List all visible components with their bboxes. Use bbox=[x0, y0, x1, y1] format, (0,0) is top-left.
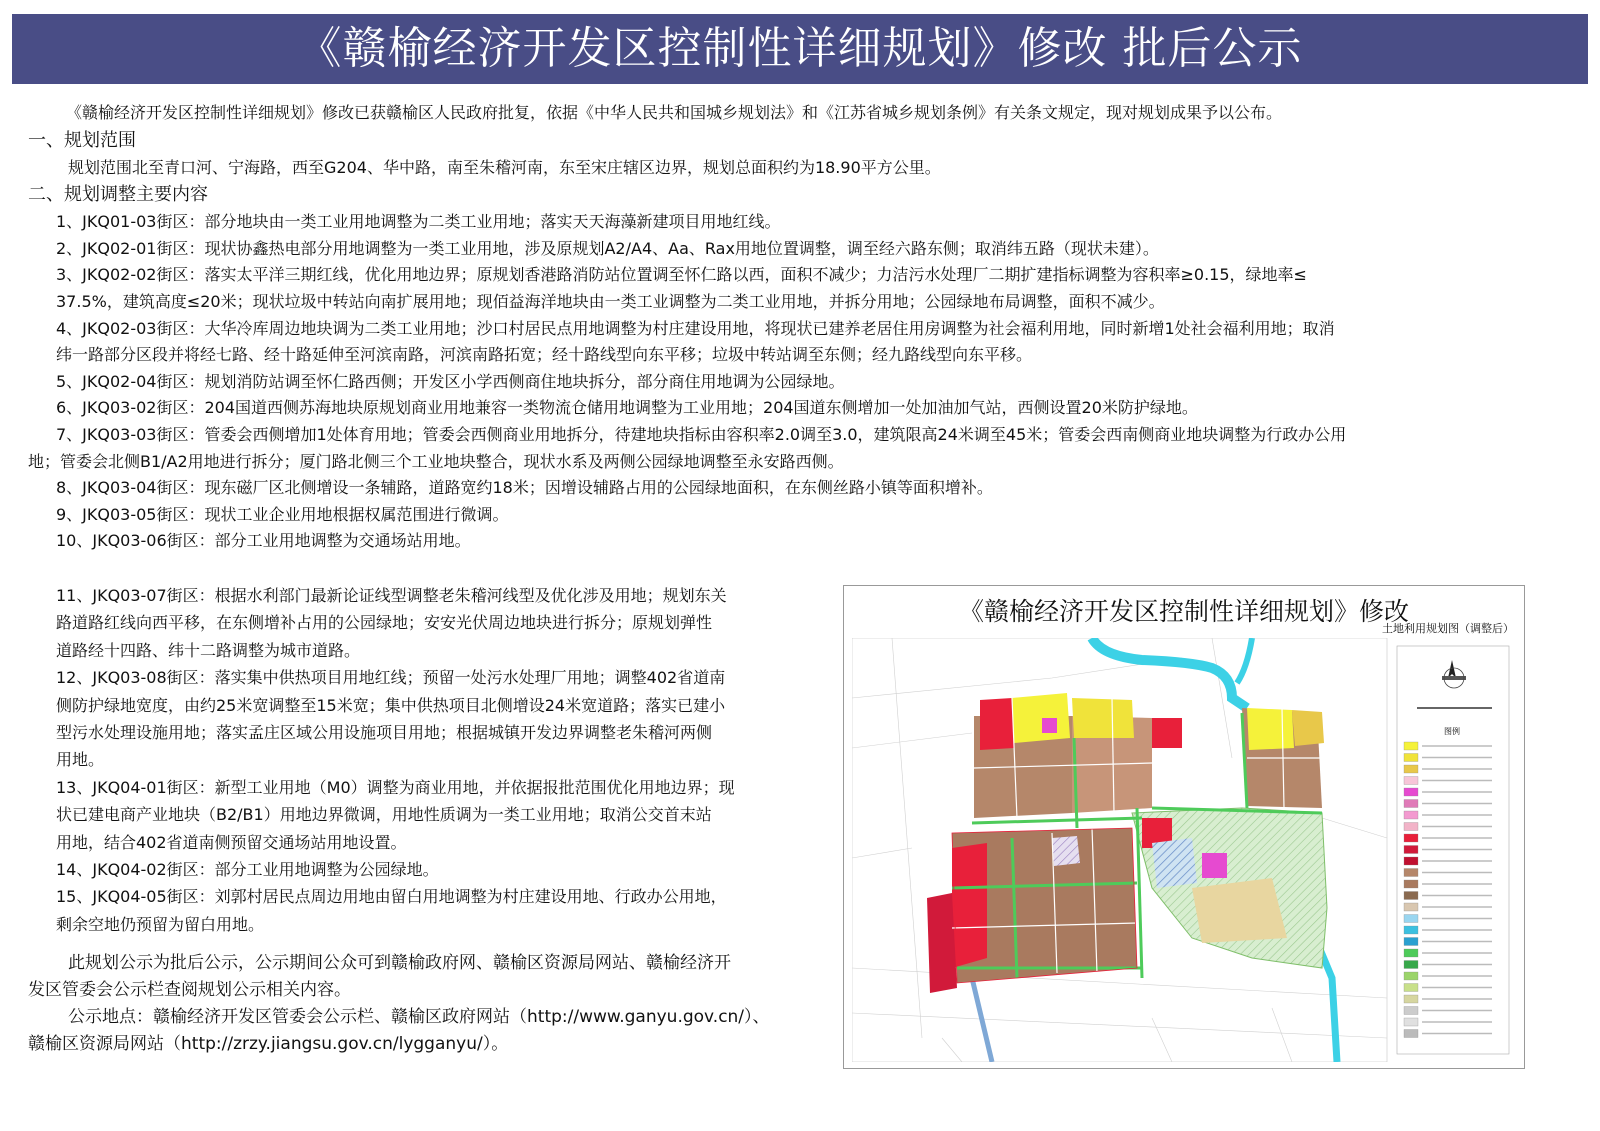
legend-swatch bbox=[1404, 961, 1418, 969]
adjust-item: 7、JKQ03-03街区：管委会西侧增加1处体育用地；管委会西侧商业用地拆分，待建地块指标由容积率2.0调至3.0，建筑限高24米调至45米；管委会西南侧商业地块调整为行政办公用 bbox=[56, 424, 1347, 444]
intro-paragraph: 《赣榆经济开发区控制性详细规划》修改已获赣榆区人民政府批复，依据《中华人民共和国城乡规划法》和《江苏省城乡规划条例》有关条文规定，现对规划成果予以公布。 bbox=[66, 103, 1283, 122]
page-title: 《赣榆经济开发区控制性详细规划》修改 批后公示 bbox=[12, 14, 1588, 84]
adjust-item: 12、JKQ03-08街区：落实集中供热项目用地红线；预留一处污水处理厂用地；调整402省道南 bbox=[56, 668, 726, 688]
adjust-item-cont: 型污水处理设施用地；落实孟庄区域公用设施项目用地；根据城镇开发边界调整老朱稽河两侧 bbox=[56, 723, 713, 743]
legend-swatch bbox=[1404, 949, 1418, 957]
adjust-items-left-column bbox=[28, 582, 840, 938]
residential-block bbox=[1292, 710, 1324, 746]
admin-block bbox=[1042, 718, 1057, 733]
reserved-block bbox=[1152, 838, 1197, 888]
adjust-item: 13、JKQ04-01街区：新型工业用地（M0）调整为商业用地，并依据报批范围优化用地边界；现 bbox=[56, 777, 735, 797]
legend-swatch bbox=[1404, 995, 1418, 1003]
legend-swatch bbox=[1404, 742, 1418, 750]
adjust-item: 8、JKQ03-04街区：现东磁厂区北侧增设一条辅路，道路宽约18米；因增设辅路占用的公园绿地面积，在东侧丝路小镇等面积增补。 bbox=[56, 478, 993, 498]
adjust-item-cont: 用地，结合402省道南侧预留交通场站用地设置。 bbox=[56, 832, 407, 852]
map-title: 《赣榆经济开发区控制性详细规划》修改 bbox=[958, 597, 1409, 626]
adjust-item: 11、JKQ03-07街区：根据水利部门最新论证线型调整老朱稽河线型及优化涉及用地；规划东关 bbox=[56, 586, 727, 605]
legend-swatch bbox=[1404, 823, 1418, 831]
legend-swatch bbox=[1404, 926, 1418, 934]
section1-text: 规划范围北至青口河、宁海路，西至G204、华中路，南至朱稽河南，东至宋庄辖区边界，规划总面积约为18.90平方公里。 bbox=[68, 157, 941, 177]
adjust-item-cont: 地；管委会北侧B1/A2用地进行拆分；厦门路北侧三个工业地块整合，现状水系及两侧公园绿地调整至永安路西侧。 bbox=[28, 451, 844, 471]
announcement-body bbox=[28, 100, 1573, 555]
adjust-item: 10、JKQ03-06街区：部分工业用地调整为交通场站用地。 bbox=[56, 531, 471, 551]
footer-location: 公示地点：赣榆经济开发区管委会公示栏、赣榆区政府网站（http://www.ganyu.gov.cn/）、 bbox=[68, 1007, 770, 1027]
legend-swatch bbox=[1404, 915, 1418, 923]
adjust-item: 5、JKQ02-04街区：规划消防站调至怀仁路西侧；开发区小学西侧商住地块拆分，部分商住用地调为公园绿地。 bbox=[56, 371, 845, 391]
adjust-item-cont: 用地。 bbox=[56, 750, 105, 770]
legend-swatch bbox=[1404, 788, 1418, 796]
legend-swatch bbox=[1404, 811, 1418, 819]
adjust-item: 3、JKQ02-02街区：落实太平洋三期红线，优化用地边界；原规划香港路消防站位置调至怀仁路以西，面积不减少；力洁污水处理厂二期扩建指标调整为容积率≥0.15，绿地率≤ bbox=[56, 265, 1307, 285]
adjust-item: 1、JKQ01-03街区：部分地块由一类工业用地调整为二类工业用地；落实天天海藻新建项目用地红线。 bbox=[56, 212, 781, 232]
adjust-item: 2、JKQ02-01街区：现状协鑫热电部分用地调整为一类工业用地，涉及原规划A2/A4、Aa、Rax用地位置调整，调至经六路东侧；取消纬五路（现状未建）。 bbox=[56, 238, 1159, 258]
commercial-block bbox=[927, 893, 957, 993]
adjust-item: 4、JKQ02-03街区：大华冷库周边地块调为二类工业用地；沙口村居民点用地调整为村庄建设用地，将现状已建养老居住用房调整为社会福利用地，同时新增1处社会福利用地；取消 bbox=[56, 318, 1335, 338]
commercial-block bbox=[952, 843, 987, 968]
legend-swatch bbox=[1404, 834, 1418, 842]
legend-swatch bbox=[1404, 984, 1418, 992]
footer-paragraph: 此规划公示为批后公示，公示期间公众可到赣榆政府网、赣榆区资源局网站、赣榆经济开 bbox=[68, 953, 731, 973]
adjust-item-cont: 侧防护绿地宽度，由约25米宽调整至15米宽；集中供热项目北侧增设24米宽道路；落实已建小 bbox=[56, 695, 726, 715]
legend-swatch bbox=[1404, 869, 1418, 877]
legend-swatch bbox=[1404, 972, 1418, 980]
legend-swatch bbox=[1404, 777, 1418, 785]
adjust-item: 9、JKQ03-05街区：现状工业企业用地根据权属范围进行微调。 bbox=[56, 504, 509, 524]
footer-paragraph-cont: 发区管委会公示栏查阅规划公示相关内容。 bbox=[28, 980, 351, 1000]
legend-swatch bbox=[1404, 892, 1418, 900]
legend-swatch bbox=[1404, 846, 1418, 854]
reserved-block bbox=[1052, 836, 1080, 866]
legend-swatch bbox=[1404, 1018, 1418, 1026]
adjust-item: 15、JKQ04-05街区：刘郭村居民点周边用地由留白用地调整为村庄建设用地、行政办公用地， bbox=[56, 887, 727, 907]
legend-swatch bbox=[1404, 800, 1418, 808]
residential-block bbox=[1247, 708, 1294, 750]
footer-location-cont: 赣榆区资源局网站（http://zrzy.jiangsu.gov.cn/lygganyu/）。 bbox=[28, 1034, 509, 1054]
legend-swatch bbox=[1404, 1007, 1418, 1015]
legend-swatch bbox=[1404, 765, 1418, 773]
footer-notice bbox=[28, 950, 840, 1058]
legend-swatch bbox=[1404, 938, 1418, 946]
village-block bbox=[1192, 878, 1287, 943]
section1-heading: 一、规划范围 bbox=[28, 129, 136, 151]
commercial-block bbox=[1152, 718, 1182, 748]
adjust-item-cont: 路道路红线向西平移，在东侧增补占用的公园绿地；安安光伏周边地块进行拆分；原规划弹性 bbox=[56, 613, 713, 633]
map-subtitle: 土地利用规划图（调整后） bbox=[1382, 622, 1514, 635]
legend-swatch bbox=[1404, 754, 1418, 762]
land-use-map bbox=[852, 638, 1516, 1062]
legend-swatch bbox=[1404, 903, 1418, 911]
adjust-item-cont: 状已建电商产业地块（B2/B1）用地边界微调，用地性质调为一类工业用地；取消公交首末站 bbox=[56, 805, 712, 825]
adjust-item-cont: 剩余空地仍预留为留白用地。 bbox=[56, 914, 265, 934]
legend-swatch bbox=[1404, 880, 1418, 888]
section2-heading: 二、规划调整主要内容 bbox=[28, 184, 208, 206]
residential-block bbox=[1012, 693, 1070, 743]
legend-title: 图例 bbox=[1444, 727, 1460, 736]
adjust-item-cont: 道路经十四路、纬十二路调整为城市道路。 bbox=[56, 640, 361, 660]
residential-block bbox=[1072, 698, 1134, 738]
legend-swatch bbox=[1404, 857, 1418, 865]
admin-block bbox=[1202, 853, 1227, 878]
commercial-block bbox=[980, 698, 1014, 750]
adjust-item-cont: 37.5%，建筑高度≤20米；现状垃圾中转站向南扩展用地；现佰益海洋地块由一类工业调整为二类工业用地，并拆分用地；公园绿地布局调整，面积不减少。 bbox=[56, 291, 1165, 311]
adjust-item-cont: 纬一路部分区段并将经七路、经十路延伸至河滨南路，河滨南路拓宽；经十路线型向东平移；垃圾中转站调至东侧；经九路线型向东平移。 bbox=[56, 345, 1033, 365]
adjust-item: 6、JKQ03-02街区：204国道西侧苏海地块原规划商业用地兼容一类物流仓储用地调整为工业用地；204国道东侧增加一处加油加气站，西侧设置20米防护绿地。 bbox=[56, 398, 1198, 418]
legend-swatch bbox=[1404, 1030, 1418, 1038]
adjust-item: 14、JKQ04-02街区：部分工业用地调整为公园绿地。 bbox=[56, 860, 439, 880]
land-use-map-panel bbox=[843, 585, 1525, 1069]
